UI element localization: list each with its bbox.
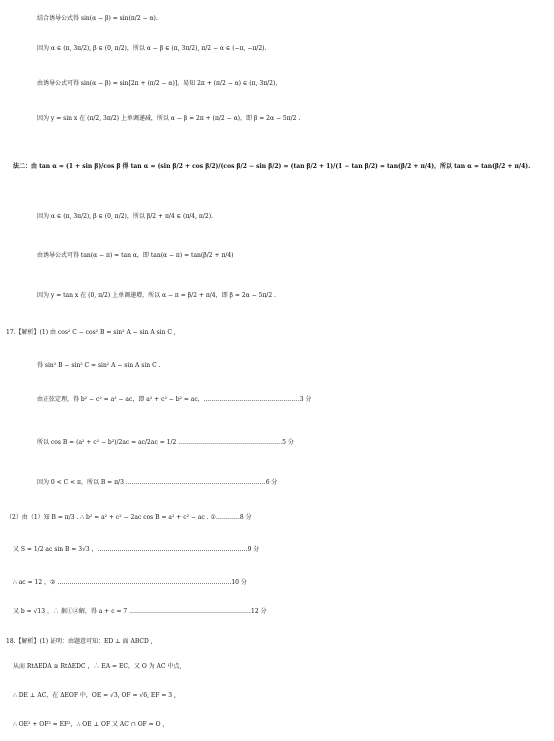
text-line-21: ∴ OE² + OF² = EF²，∴ OE ⊥ OF 又 AC ∩ OF = O , <box>13 721 165 728</box>
problem-18-heading: 18.【解析】(1) 证明：由题意可知：ED ⊥ 面 ABCD , <box>6 638 153 645</box>
text-line-13: 因为 0 < C < π，所以 B = π/3 .……………………………………………………………6 分 <box>37 479 278 486</box>
text-line-10: 得 sin² B − sin² C = sin² A − sin A sin C . <box>37 362 161 369</box>
text-line-5-method-two: 法二：由 tan α = (1 + sin β)/cos β 得 tan α = (sin β/2 + cos β/2)/(cos β/2 − sin β/2) = (tan β/2 + 1)/(1 − tan β/2) = tan(β/2 + π/4)，所以 tan α = tan(β/2 + π/4). <box>13 163 531 170</box>
text-line-12: 所以 cos B = (a² + c² − b²)/2ac = ac/2ac = 1/2 .……………………………………………5 分 <box>37 439 294 446</box>
text-line-19: 从而 RtΔEDA ≅ RtΔEDC ，∴ EA = EC，又 O 为 AC 中点, <box>13 663 182 670</box>
text-line-20: ∴ DE ⊥ AC，在 ΔEOF 中，OE = √3, OF = √6, EF = 3 , <box>13 692 176 699</box>
text-line-8: 因为 y = tan x 在 (0, π/2) 上单调递增，所以 α − π = β/2 + π/4，即 β = 2α − 5π/2 . <box>37 292 276 299</box>
text-line-7: 由诱导公式可得 tan(α − π) = tan α，即 tan(α − π) = tan(β/2 + π/4) <box>37 252 234 259</box>
text-line-4: 因为 y = sin x 在 (π/2, 3π/2) 上单调递减，所以 α − β = 2π + (π/2 − α)，即 β = 2α − 5π/2 . <box>37 115 301 122</box>
text-line-1: 结合诱导公式得 sin(α − β) = sin(π/2 − α). <box>37 15 158 22</box>
text-line-11: 由正弦定理，得 b² − c² = a² − ac，即 a² + c² − b² = ac，…………………………………………3 分 <box>37 396 312 403</box>
text-line-14: （2）由（1）知 B = π/3 . ∴ b² = a² + c² − 2ac cos B = a² + c² − ac . ①…………8 分 <box>6 514 252 521</box>
text-line-17: 又 b = √13 ，∴ 据①②解，得 a + c = 7 .……………………………………………………12 分 <box>13 608 267 615</box>
text-line-16: ∴ ac = 12 ，② ……………………………………………………………………………10 分 <box>13 579 247 586</box>
text-line-15: 又 S = 1/2 ac sin B = 3√3 ，…………………………………………………………………9 分 <box>13 546 260 553</box>
problem-17-heading: 17.【解析】(1) 由 cos² C − cos² B = sin² A − sin A sin C , <box>6 329 176 336</box>
text-line-3: 由诱导公式可得 sin(α − β) = sin[2π + (π/2 − α)]，易知 2π + (π/2 − α) ∈ (π, 3π/2)， <box>37 80 282 87</box>
text-line-2: 因为 α ∈ (π, 3π/2), β ∈ (0, π/2)，所以 α − β ∈ (π, 3π/2), π/2 − α ∈ (−π, −π/2). <box>37 45 267 52</box>
text-line-6: 因为 α ∈ (π, 3π/2), β ∈ (0, π/2)，所以 β/2 + π/4 ∈ (π/4, π/2). <box>37 213 213 220</box>
